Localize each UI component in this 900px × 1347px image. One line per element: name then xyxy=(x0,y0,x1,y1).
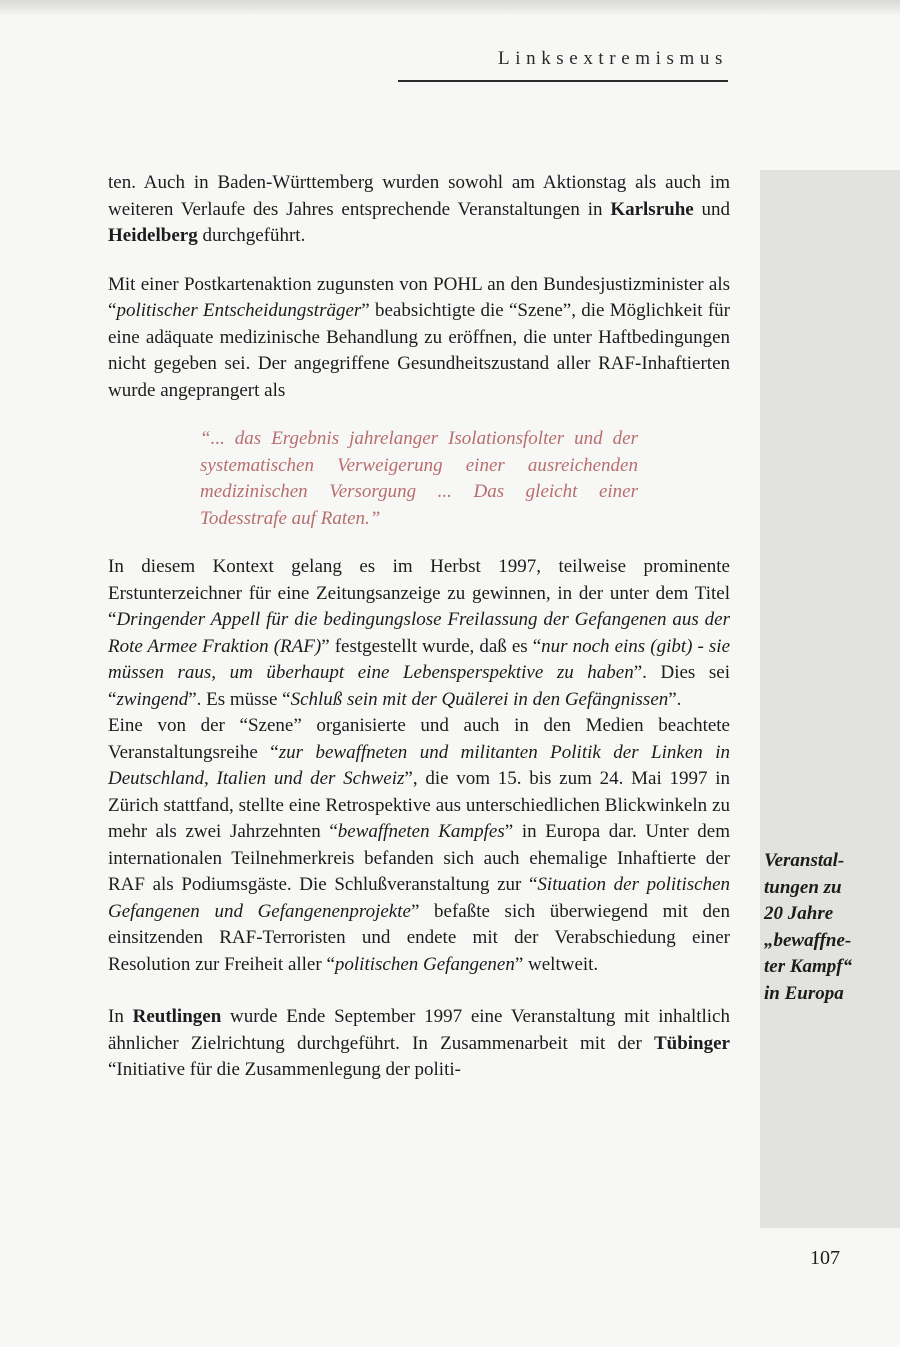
text-run: ” in Europa dar. Unter dem internationalen Teilnehmerkreis befanden sich auch ehemalige Inhaftierte der RAF als Podiumsgäste. Die Schlußveranstaltung zur “ xyxy=(108,821,731,895)
paragraph-3 xyxy=(108,554,730,713)
text-run: ”. Dies sei “ xyxy=(108,662,730,710)
text-run: Eine von der “Szene” organisierte und auch in den Medien beachtete Veranstaltungsreihe “ xyxy=(108,715,730,763)
paragraph-2 xyxy=(108,272,730,405)
italic-run: Dringender Appell für die bedingungslose Freilassung der Gefangenen aus der Rote Armee Fraktion (RAF) xyxy=(108,609,730,657)
text-run: ” festgestellt wurde, daß es “ xyxy=(321,635,542,657)
bold-run: Tübinger xyxy=(653,1032,730,1054)
text-run: ” beabsichtigte die “Szene”, die Möglichkeit für eine adäquate medizinische Behandlung zu eröffnen, die unter Haftbedingungen nicht gegeben sei. Der angegriffene Gesundheitszustand aller RAF-Inhaftierten wurde angeprangert als xyxy=(108,300,730,401)
running-header xyxy=(398,44,728,82)
text-run: In diesem Kontext gelang es im Herbst 1997, teilweise prominente Erstunterzeichner für eine Zeitungsanzeige zu gewinnen, in der unter dem Titel “ xyxy=(108,556,730,630)
text-run: ” befaßte sich überwiegend mit den einsitzenden RAF-Terroristen und endete mit der Verabschiedung einer Resolution zur Freiheit aller “ xyxy=(108,900,730,975)
italic-run: politischer Entscheidungsträger xyxy=(116,300,362,321)
block-quote: “... das Ergebnis jahrelanger Isolationsfolter und der systematischen Verweigerung einer ausreichenden medizinischen Versorgung ... Das gleicht einer Todesstrafe auf Raten.” xyxy=(200,428,638,529)
page-number: 107 xyxy=(810,1247,840,1269)
bold-run: Heidelberg xyxy=(108,225,198,246)
margin-note-line: in Europa xyxy=(764,982,844,1004)
running-header-title: Linksextremismus xyxy=(498,48,728,69)
italic-run: zur bewaffneten und militanten Politik der Linken in Deutschland, Italien und der Schweiz xyxy=(108,741,730,789)
margin-note-line: 20 Jahre xyxy=(764,903,834,924)
bold-run: Reutlingen xyxy=(132,1006,222,1027)
margin-note-line: ter Kampf“ xyxy=(764,956,853,977)
text-run: durchgeführt. xyxy=(197,225,306,246)
italic-run: Situation der politischen Gefangenen und Gefangenenprojekte xyxy=(108,874,730,922)
text-run: ten. Auch in Baden-Württemberg wurden sowohl am Aktionstag als auch im weiteren Verlaufe des Jahres entsprechende Veranstaltungen in xyxy=(108,172,730,220)
page-top-edge xyxy=(0,0,900,14)
italic-run: Schluß sein mit der Quälerei in den Gefängnissen xyxy=(290,688,669,710)
italic-run: bewaffneten Kampfes xyxy=(337,821,505,842)
margin-note-line: tungen zu xyxy=(764,876,842,898)
text-run: Mit einer Postkartenaktion zugunsten von POHL an den Bundesjustizminister als “ xyxy=(108,273,730,321)
paragraph-1 xyxy=(108,170,730,250)
text-run: In xyxy=(108,1006,133,1027)
italic-run: nur noch eins (gibt) - sie müssen raus, um überhaupt eine Lebensperspektive zu haben xyxy=(108,635,731,683)
body-text xyxy=(108,170,730,1084)
text-run: ”, die vom 15. bis zum 24. Mai 1997 in Zürich stattfand, stellte eine Retrospektive aus unterschiedlichen Blickwinkeln zu mehr als zwei Jahrzehnten “ xyxy=(108,768,730,842)
bold-run: Karlsruhe xyxy=(610,198,694,220)
text-run: ”. Es müsse “ xyxy=(188,688,291,710)
text-run: ”. xyxy=(668,688,682,710)
text-run: und xyxy=(693,198,730,220)
margin-column xyxy=(760,170,900,1228)
paragraph-5 xyxy=(108,1004,730,1084)
text-run: “Initiative für die Zusammenlegung der politi- xyxy=(108,1059,461,1080)
italic-run: politischen Gefangenen xyxy=(334,953,515,975)
margin-note-line: „bewaffne- xyxy=(764,929,852,951)
text-run: ” weltweit. xyxy=(514,953,599,975)
paragraph-4 xyxy=(108,713,730,978)
italic-run: zwingend xyxy=(116,688,189,710)
text-run: wurde Ende September 1997 eine Veranstaltung mit inhaltlich ähnlicher Zielrichtung durchgeführt. In Zusammenarbeit mit der xyxy=(108,1006,730,1054)
margin-note xyxy=(764,848,884,1007)
margin-note-line: Veranstal- xyxy=(764,850,845,871)
